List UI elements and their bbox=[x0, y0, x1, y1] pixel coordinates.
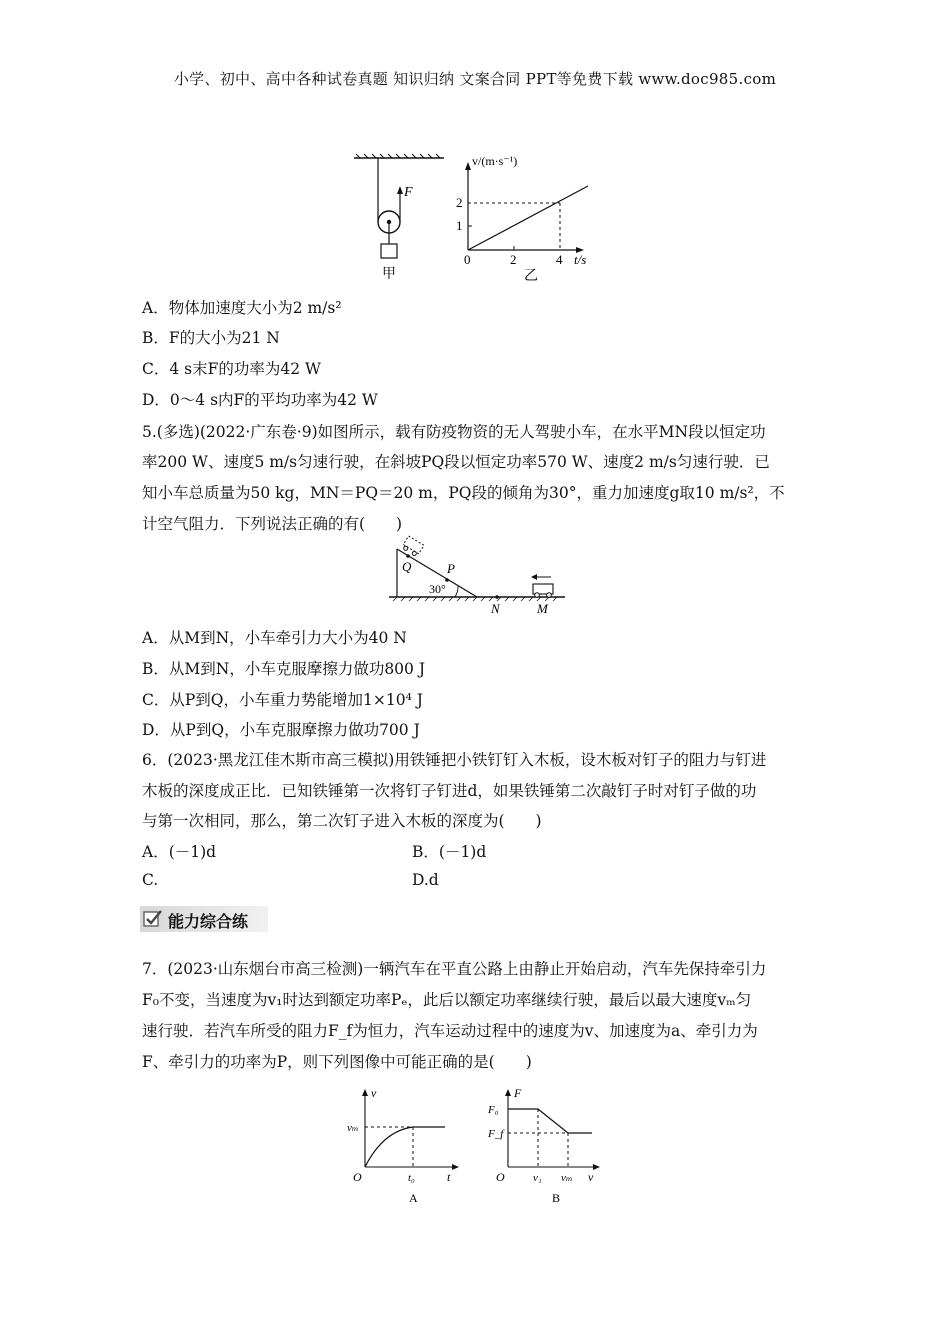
q6-option-a: A．(－1)d bbox=[142, 843, 217, 861]
q5-line-3: 知小车总质量为50 kg，MN＝PQ＝20 m，PQ段的倾角为30°，重力加速度g取10 m/s²，不 bbox=[142, 484, 785, 502]
graph-a-curve bbox=[365, 1127, 445, 1167]
q5-option-a: A．从M到N，小车牵引力大小为40 N bbox=[142, 629, 407, 647]
xtick-2: 2 bbox=[510, 252, 517, 267]
graph-b-caption: B bbox=[552, 1191, 561, 1205]
q7-line-1: 7．(2023·山东烟台市高三检测)一辆汽车在平直公路上由静止开始启动，汽车先保持牵引力 bbox=[142, 960, 767, 978]
page-header: 小学、初中、高中各种试卷真题 知识归纳 文案合同 PPT等免费下载 www.doc985.com bbox=[173, 70, 777, 88]
label-q: Q bbox=[402, 559, 412, 574]
q7-line-2: F₀不变，当速度为v₁时达到额定功率Pₑ，此后以额定功率继续行驶，最后以最大速度vₘ匀 bbox=[142, 991, 752, 1009]
graph-b-origin: O bbox=[496, 1170, 505, 1184]
q5-line-4: 计空气阻力．下列说法正确的有( ) bbox=[142, 515, 403, 533]
block bbox=[381, 244, 397, 258]
ceiling-hatch bbox=[354, 154, 444, 158]
label-jia: 甲 bbox=[382, 267, 396, 282]
label-m: M bbox=[537, 601, 548, 616]
section-title: 能力综合练 bbox=[168, 912, 249, 931]
graph-b-v1: v₁ bbox=[533, 1172, 542, 1184]
graph-a-caption: A bbox=[409, 1191, 418, 1205]
q4-option-a: A．物体加速度大小为2 m/s² bbox=[142, 299, 342, 317]
graph-b-ff: F_f bbox=[488, 1128, 504, 1140]
q5-option-b: B．从M到N，小车克服摩擦力做功800 J bbox=[142, 660, 426, 678]
label-yi: 乙 bbox=[524, 269, 538, 284]
force-label: F bbox=[404, 185, 413, 200]
q5-option-d: D．从P到Q，小车克服摩擦力做功700 J bbox=[142, 721, 420, 739]
force-arrow bbox=[397, 186, 403, 194]
q4-option-d: D．0～4 s内F的平均功率为42 W bbox=[142, 391, 378, 409]
q6-option-d: D.d bbox=[412, 871, 439, 889]
q6-option-b: B．(－1)d bbox=[412, 843, 487, 861]
q5-option-c: C．从P到Q，小车重力势能增加1×10⁴ J bbox=[142, 691, 423, 709]
graph-a-ylabel: v bbox=[371, 1086, 377, 1100]
q6-line-3: 与第一次相同，那么，第二次钉子进入木板的深度为( ) bbox=[142, 812, 542, 830]
graph-b-f0: F₀ bbox=[488, 1104, 499, 1116]
q4-option-c: C．4 s末F的功率为42 W bbox=[142, 360, 321, 378]
graph-a-t0: t₀ bbox=[408, 1172, 415, 1184]
graph-a-xlabel: t bbox=[447, 1170, 451, 1184]
q5-figure bbox=[385, 535, 570, 617]
q5-line-2: 率200 W、速度5 m/s匀速行驶，在斜坡PQ段以恒定功率570 W、速度2 m/s匀速行驶．已 bbox=[142, 453, 770, 471]
vt-xlabel: t/s bbox=[574, 252, 587, 267]
label-p: P bbox=[447, 561, 455, 576]
vt-line bbox=[468, 186, 588, 250]
xtick-4: 4 bbox=[556, 252, 563, 267]
graph-b-vm: vₘ bbox=[561, 1172, 573, 1184]
q6-line-1: 6．(2023·黑龙江佳木斯市高三模拟)用铁锤把小铁钉钉入木板，设木板对钉子的阻力与钉进 bbox=[142, 751, 767, 769]
graph-b-line bbox=[508, 1109, 592, 1133]
q4-option-b: B．F的大小为21 N bbox=[142, 329, 280, 347]
graph-a bbox=[345, 1085, 475, 1210]
graph-b-xlabel: v bbox=[588, 1170, 594, 1184]
check-icon bbox=[143, 909, 163, 929]
q6-line-2: 木板的深度成正比．已知铁锤第一次将钉子钉进d，如果铁锤第二次敲钉子时对钉子做的功 bbox=[142, 782, 757, 800]
vt-ylabel: v/(m·s⁻¹) bbox=[472, 154, 518, 168]
q7-line-3: 速行驶．若汽车所受的阻力F_f为恒力，汽车运动过程中的速度为v、加速度为a、牵引力为 bbox=[142, 1022, 758, 1040]
graph-a-vm: vₘ bbox=[347, 1122, 359, 1134]
q6-option-c: C. bbox=[142, 871, 159, 889]
label-n: N bbox=[491, 601, 500, 616]
ytick-2: 2 bbox=[456, 195, 463, 210]
label-angle: 30° bbox=[429, 582, 446, 596]
graph-b bbox=[486, 1085, 616, 1210]
car bbox=[531, 574, 553, 597]
graph-b-ylabel: F bbox=[514, 1086, 522, 1100]
q5-line-1: 5.(多选)(2022·广东卷·9)如图所示，载有防疫物资的无人驾驶小车，在水平MN段以恒定功 bbox=[142, 423, 766, 441]
vt-graph bbox=[456, 154, 588, 284]
graph-a-origin: O bbox=[353, 1170, 362, 1184]
q4-figure bbox=[340, 150, 620, 290]
ytick-1: 1 bbox=[456, 218, 463, 233]
xtick-0: 0 bbox=[464, 252, 471, 267]
q7-line-4: F、牵引力的功率为P，则下列图像中可能正确的是( ) bbox=[142, 1053, 532, 1071]
